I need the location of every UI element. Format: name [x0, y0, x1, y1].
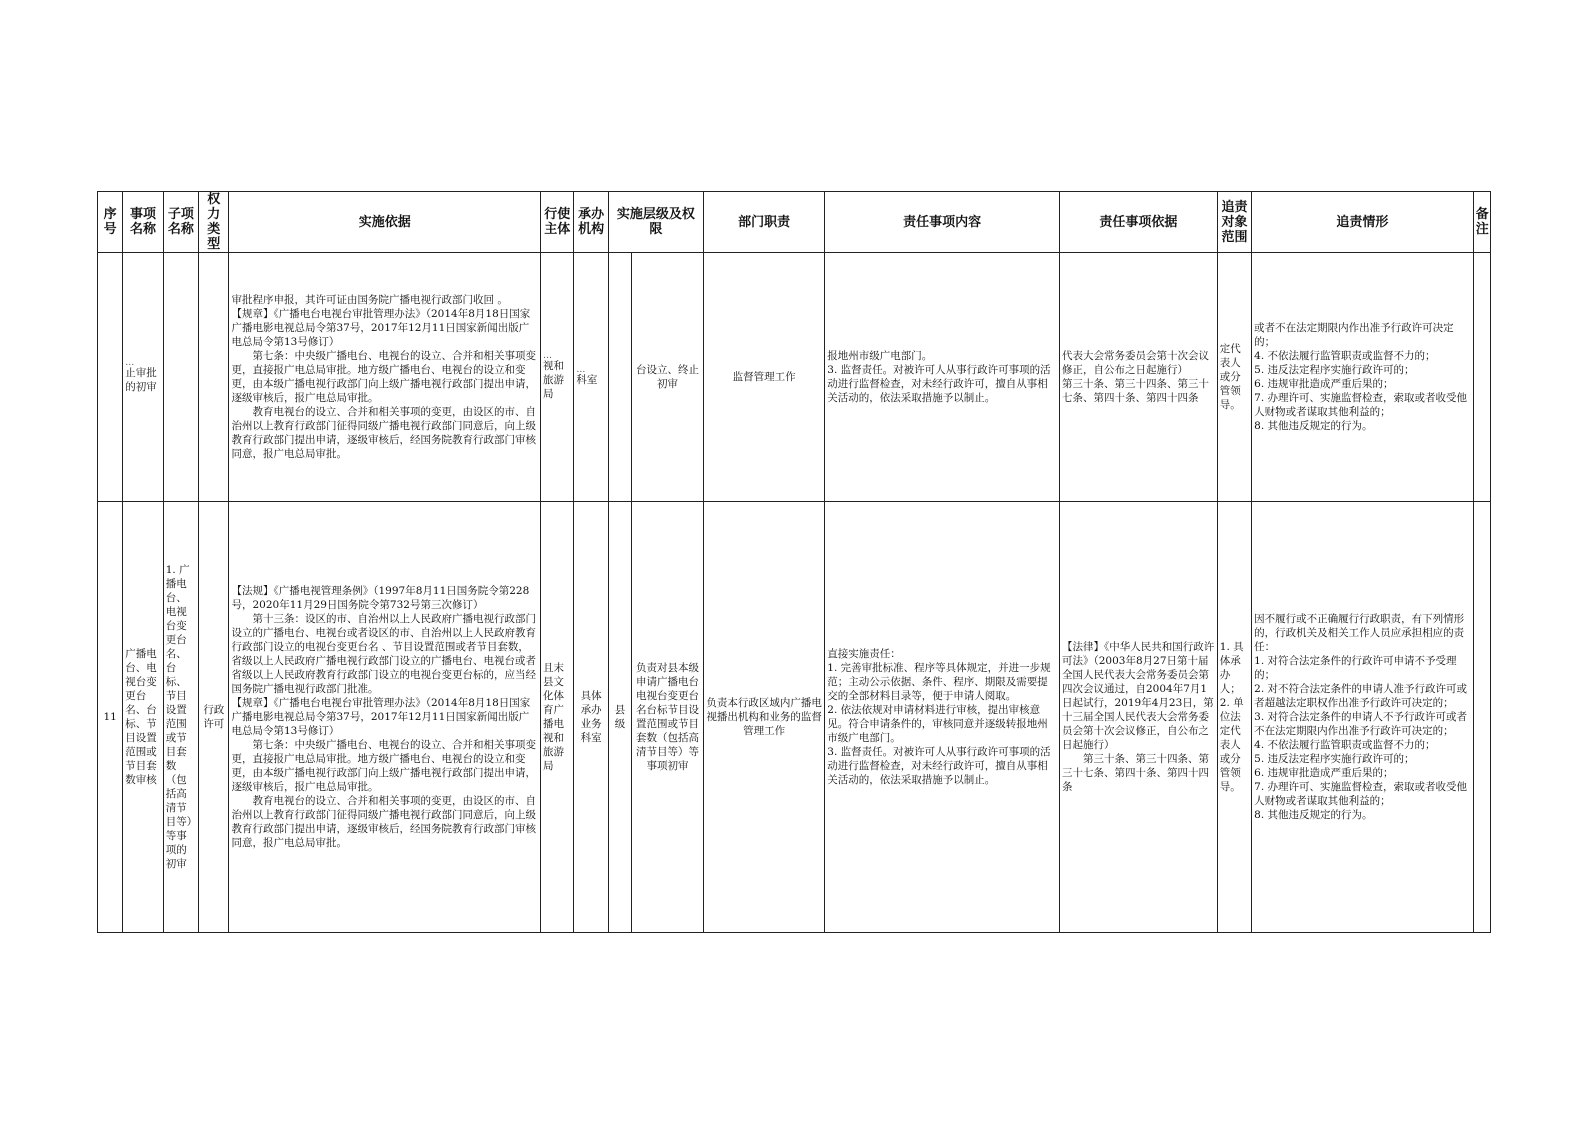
- header-row: [98, 192, 1491, 253]
- cell-item-name: 广播电台、电视台变更台名、台标、节目设置范围或节目套数审核: [123, 502, 163, 933]
- cell-object: 1. 具体承办人；2. 单位法定代表人或分管领导。: [1217, 502, 1251, 933]
- cell-seq: [98, 253, 123, 502]
- header-level: 实施层级及权限: [608, 192, 703, 253]
- cell-agency: 具体承办业务科室: [574, 502, 608, 933]
- header-subject: 行使主体: [541, 192, 574, 253]
- cell-content: 报地州市级广电部门。 3. 监督责任。对被许可人从事行政许可事项的活动进行监督检查，对未经行政许可，擅自从事相关活动的，依法采取措施予以制止。: [825, 253, 1060, 502]
- header-content: 责任事项内容: [825, 192, 1060, 253]
- header-situations: 追责情形: [1252, 192, 1474, 253]
- cell-seq: 11: [98, 502, 123, 933]
- header-resp-basis: 责任事项依据: [1059, 192, 1217, 253]
- cell-basis: 【法规】《广播电视管理条例》（1997年8月11日国务院令第228号，2020年11月29日国务院令第732号第三次修订） 第十三条：设区的市、自治州以上人民政府广播电视行政部门设立的广播电台、电视台或者设区的市、自治州以上人民政府教育行政部门设立的电视台变更台名 、节目设置范围或者节目套数，省级以上人民政府广播电视行政部门设立的广播电台、电视台或者省级以上人民政府教育行政部门设立的电视台变更台标的，应当经国务院广播电视行政部门批准。 【规章】《广播电台电视台审批管理办法》（2014年8月18日国家广播电影电视总局令第37号，2017年12月11日国家新闻出版广电总局令第13号修订） 第七条：中央级广播电台、电视台的设立、合并和相关事项变更，直接报广电总局审批。地方级广播电台、电视台的设立和变更，由本级广播电视行政部门向上级广播电视行政部门提出申请，逐级审核后，报广电总局审批。 教育电视台的设立、合并和相关事项的变更，由设区的市、自治州以上教育行政部门征得同级广播电视行政部门同意后，向上级教育行政部门提出申请，逐级审核后，经国务院教育行政部门审核同意，报广电总局审批。: [229, 502, 541, 933]
- cell-sub-name: 1. 广播电台、电视台变更台名、台标、节目设置范围或节目套数（包括高清节目等）等事项的初审: [163, 502, 198, 933]
- cell-scope: 台设立、终止初审: [632, 253, 704, 502]
- cell-duty: 负责本行政区域内广播电视播出机构和业务的监督管理工作: [703, 502, 824, 933]
- cell-power-type: 行政许可: [199, 502, 229, 933]
- cell-resp-basis: 代表大会常务委员会第十次会议修正，自公布之日起施行） 第三十条、第三十四条、第三十七条、第四十条、第四十四条: [1059, 253, 1217, 502]
- cell-remark: [1473, 502, 1490, 933]
- cell-item-name: … 止审批的初审: [123, 253, 163, 502]
- cell-resp-basis: 【法律】《中华人民共和国行政许可法》（2003年8月27日第十届全国人民代表大会常务委员会第四次会议通过，自2004年7月1日起试行，2019年4月23日，第十三届全国人民代表大会常务委员会第十次会议修正，自公布之日起施行） 第三十条、第三十四条、第三十七条、第四十条、第四十四条: [1059, 502, 1217, 933]
- cell-situations: 或者不在法定期限内作出准予行政许可决定的； 4. 不依法履行监管职责或监督不力的； 5. 违反法定程序实施行政许可的； 6. 违规审批造成严重后果的； 7. 办理许可、实施监督检查，索取或者收受他人财物或者谋取其他利益的； 8. 其他违反规定的行为。: [1252, 253, 1474, 502]
- cell-scope: 负责对县本级申请广播电台电视台变更台名台标节目设置范围或节目套数（包括高清节目等）等事项初审: [632, 502, 704, 933]
- cell-power-type: [199, 253, 229, 502]
- table-row-continued: [98, 253, 1491, 502]
- cell-subject: 且末县文化体育广播电视和旅游局: [541, 502, 574, 933]
- cell-basis: 审批程序申报，其许可证由国务院广播电视行政部门收回 。 【规章】《广播电台电视台审批管理办法》（2014年8月18日国家广播电影电视总局令第37号，2017年12月11日国家新闻出版广电总局令第13号修订） 第七条：中央级广播电台、电视台的设立、合并和相关事项变更，直接报广电总局审批。地方级广播电台、电视台的设立和变更，由本级广播电视行政部门向上级广播电视行政部门提出申请，逐级审核后，报广电总局审批。 教育电视台的设立、合并和相关事项的变更，由设区的市、自治州以上教育行政部门征得同级广播电视行政部门同意后，向上级教育行政部门提出申请，逐级审核后，经国务院教育行政部门审核同意，报广电总局审批。: [229, 253, 541, 502]
- header-basis: 实施依据: [229, 192, 541, 253]
- responsibility-table: [97, 191, 1491, 933]
- table-row-11: [98, 502, 1491, 933]
- cell-subject: … 视和旅游局: [541, 253, 574, 502]
- cell-sub-name: [163, 253, 198, 502]
- header-remark: 备注: [1473, 192, 1490, 253]
- cell-agency: … 科室: [574, 253, 608, 502]
- header-seq: 序号: [98, 192, 123, 253]
- header-item-name: 事项名称: [123, 192, 163, 253]
- header-duty: 部门职责: [703, 192, 824, 253]
- cell-object: 定代表人或分管领导。: [1217, 253, 1251, 502]
- cell-content: 直接实施责任： 1. 完善审批标准、程序等具体规定，并进一步规范；主动公示依据、条件、程序、期限及需要提交的全部材料目录等，便于申请人阅取。 2. 依法依规对申请材料进行审核，提出审核意见。符合申请条件的，审核同意并逐级转报地州市级广电部门。 3. 监督责任。对被许可人从事行政许可事项的活动进行监督检查，对未经行政许可，擅自从事相关活动的，依法采取措施予以制止。: [825, 502, 1060, 933]
- header-agency: 承办机构: [574, 192, 608, 253]
- cell-level: 县级: [608, 502, 631, 933]
- cell-situations: 因不履行或不正确履行行政职责，有下列情形的，行政机关及相关工作人员应承担相应的责任： 1. 对符合法定条件的行政许可申请不予受理的； 2. 对不符合法定条件的申请人准予行政许可或者超越法定职权作出准予行政许可决定的； 3. 对符合法定条件的申请人不予行政许可或者不在法定期限内作出准予行政许可决定的； 4. 不依法履行监管职责或监督不力的； 5. 违反法定程序实施行政许可的； 6. 违规审批造成严重后果的； 7. 办理许可、实施监督检查，索取或者收受他人财物或者谋取其他利益的； 8. 其他违反规定的行为。: [1252, 502, 1474, 933]
- header-sub-name: 子项名称: [163, 192, 198, 253]
- cell-duty: 监督管理工作: [703, 253, 824, 502]
- cell-remark: [1473, 253, 1490, 502]
- cell-level: [608, 253, 631, 502]
- header-object: 追责对象范围: [1217, 192, 1251, 253]
- header-power-type: 权力类型: [199, 192, 229, 253]
